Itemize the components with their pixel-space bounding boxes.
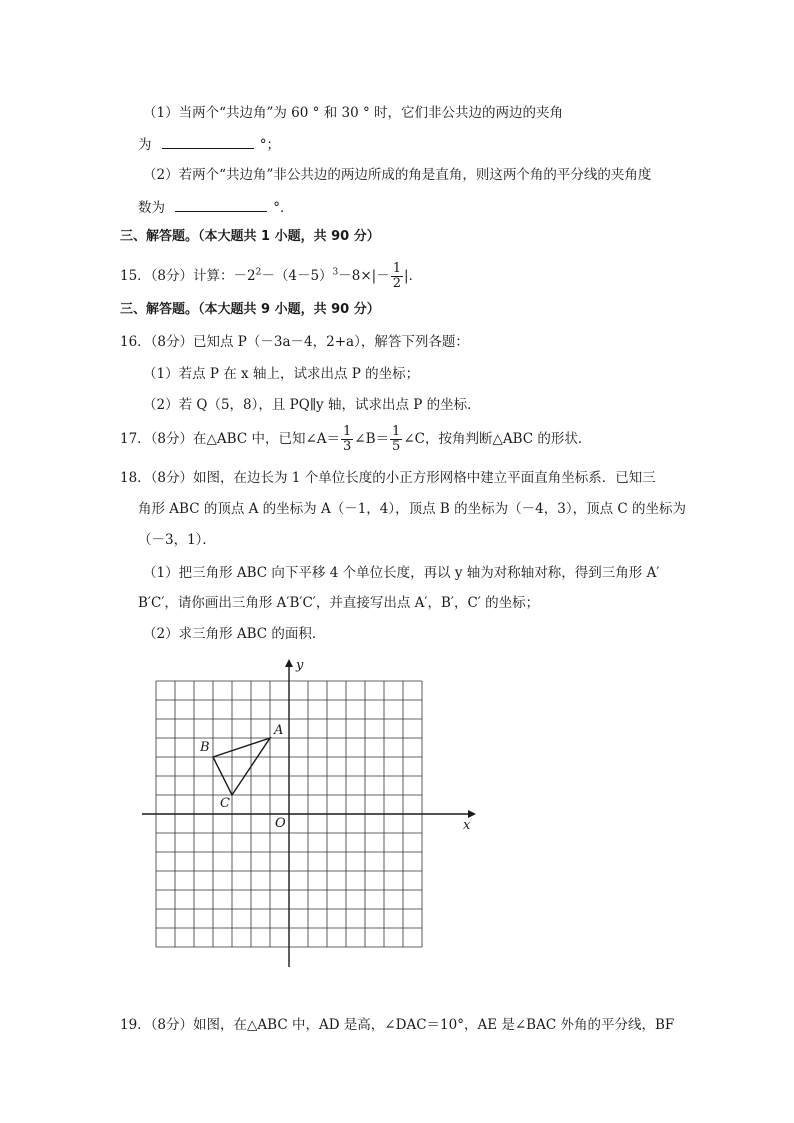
- triangle-abc: [213, 738, 270, 795]
- q16-line1: 16．（8分）已知点 P（－3a－4，2+a），解答下列各题：: [120, 334, 469, 350]
- q18-line3: （－3，1）．: [138, 532, 216, 548]
- answer-blank-2[interactable]: [175, 197, 267, 212]
- q18-line5: B′C′，请你画出三角形 A′B′C′，并直接写出点 A′，B′，C′ 的坐标；: [138, 595, 540, 611]
- q16-line2: （1）若点 P 在 x 轴上，试求出点 P 的坐标；: [143, 366, 420, 382]
- y-axis-arrow-icon: [285, 659, 293, 667]
- q14-part2-line1: （2）若两个“共边角”非公共边的两边所成的角是直角，则这两个角的平分线的夹角度: [143, 167, 652, 183]
- x-axis-arrow-icon: [468, 810, 476, 818]
- q14-part1-line1: （1）当两个“共边角”为 60 ° 和 30 ° 时，它们非公共边的两边的夹角: [143, 105, 563, 121]
- grid-svg: [138, 655, 483, 975]
- point-a-label: A: [274, 723, 284, 738]
- q18-line4: （1）把三角形 ABC 向下平移 4 个单位长度，再以 y 轴为对称轴对称，得到三角形 A′: [143, 565, 660, 581]
- q14-part1-line2: 为 °；: [138, 134, 280, 154]
- section-heading-2: 三、解答题。（本大题共 9 小题，共 90 分）: [120, 302, 380, 317]
- q18-line1: 18．（8分）如图，在边长为 1 个单位长度的小正方形网格中建立平面直角坐标系．已知三: [120, 470, 656, 486]
- q18-line2: 角形 ABC 的顶点 A 的坐标为 A（－1，4），顶点 B 的坐标为（－4，3），顶点 C 的坐标为: [138, 501, 686, 517]
- q15-expression: 15．（8分）计算：$-2^2-(4-5)^3-8\times|-$ $\frac{1}{2}$ |．: [120, 261, 423, 291]
- fraction-one-half: $\frac{1}{2}$: [392, 261, 402, 291]
- x-axis-label: x: [463, 818, 471, 833]
- fraction-one-fifth: $\frac{1}{5}$: [392, 424, 401, 454]
- origin-label: O: [275, 816, 286, 831]
- point-c-label: C: [220, 796, 230, 811]
- q17-line: 17．（8分）在△ABC 中，已知∠A＝ $\frac{1}{3}$ ∠B＝ $\frac{1}{5}$ ∠C，按角判断△ABC 的形状．: [120, 424, 592, 454]
- q18-line6: （2）求三角形 ABC 的面积．: [143, 626, 326, 642]
- coordinate-grid-figure: [138, 655, 483, 975]
- answer-blank-1[interactable]: [162, 134, 254, 149]
- q19-line1: 19．（8分）如图，在△ABC 中，AD 是高，∠DAC＝10°，AE 是∠BAC 外角的平分线，BF: [120, 1017, 675, 1033]
- y-axis-label: y: [296, 658, 304, 673]
- fraction-one-third: $\frac{1}{3}$: [343, 424, 352, 454]
- point-b-label: B: [200, 740, 210, 755]
- q14-part2-line2: 数为 °．: [138, 197, 294, 217]
- section-heading-1: 三、解答题。（本大题共 1 小题，共 90 分）: [120, 229, 380, 244]
- q16-line3: （2）若 Q（5，8），且 PQ∥y 轴，试求出点 P 的坐标．: [143, 397, 481, 413]
